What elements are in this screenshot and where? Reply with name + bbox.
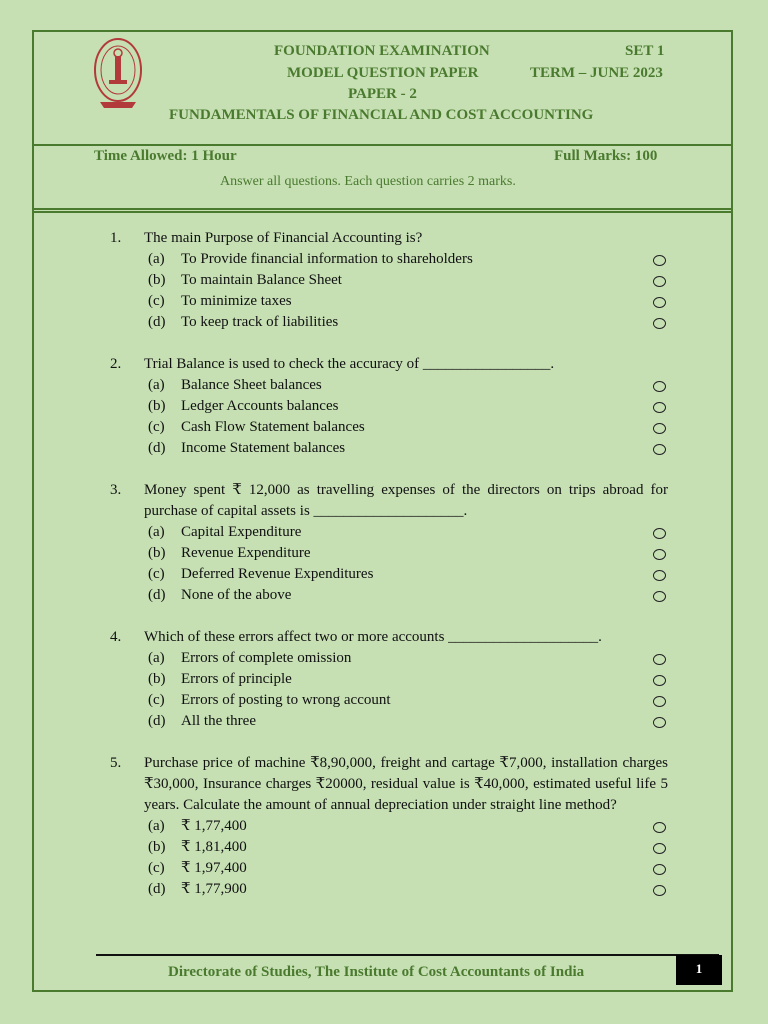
option-text: Cash Flow Statement balances <box>181 419 365 435</box>
option-a[interactable] <box>148 249 668 270</box>
option-label: (b) <box>148 671 166 687</box>
option-label: (d) <box>148 881 166 897</box>
exam-title: FOUNDATION EXAMINATION <box>274 43 490 59</box>
option-a[interactable] <box>148 648 668 669</box>
page-number: 1 <box>676 955 722 985</box>
option-text: ₹ 1,81,400 <box>181 839 247 855</box>
option-label: (c) <box>148 860 165 876</box>
option-radio[interactable] <box>653 297 666 308</box>
question-number: 3. <box>110 482 122 498</box>
question-4 <box>110 627 668 732</box>
option-radio[interactable] <box>653 528 666 539</box>
option-label: (d) <box>148 713 166 729</box>
option-radio[interactable] <box>653 444 666 455</box>
option-label: (a) <box>148 524 165 540</box>
question-5 <box>110 753 668 900</box>
option-d[interactable] <box>148 438 668 459</box>
question-1 <box>110 228 668 333</box>
option-c[interactable] <box>148 564 668 585</box>
option-text: ₹ 1,77,400 <box>181 818 247 834</box>
option-label: (b) <box>148 398 166 414</box>
page-frame <box>32 30 733 992</box>
option-label: (b) <box>148 545 166 561</box>
exam-info <box>34 144 731 210</box>
option-text: Deferred Revenue Expenditures <box>181 566 374 582</box>
question-text: Which of these errors affect two or more accounts ____________________. <box>144 629 602 645</box>
option-c[interactable] <box>148 417 668 438</box>
full-marks: Full Marks: 100 <box>554 148 658 164</box>
instructions: Answer all questions. Each question carries 2 marks. <box>220 174 516 189</box>
option-label: (b) <box>148 839 166 855</box>
option-label: (b) <box>148 272 166 288</box>
option-d[interactable] <box>148 312 668 333</box>
option-radio[interactable] <box>653 822 666 833</box>
footer-text: Directorate of Studies, The Institute of Cost Accountants of India <box>168 964 585 980</box>
institute-seal-icon <box>92 36 144 116</box>
option-text: None of the above <box>181 587 292 603</box>
option-d[interactable] <box>148 585 668 606</box>
question-3 <box>110 480 668 606</box>
option-radio[interactable] <box>653 423 666 434</box>
option-text: To Provide financial information to shareholders <box>181 251 473 267</box>
option-radio[interactable] <box>653 864 666 875</box>
option-label: (c) <box>148 566 165 582</box>
header <box>34 32 731 146</box>
divider <box>34 211 731 213</box>
paper-number: PAPER - 2 <box>348 86 417 102</box>
option-radio[interactable] <box>653 675 666 686</box>
option-radio[interactable] <box>653 276 666 287</box>
option-label: (d) <box>148 314 166 330</box>
question-text: The main Purpose of Financial Accounting is? <box>144 230 423 246</box>
footer-rule <box>96 954 719 956</box>
option-text: Capital Expenditure <box>181 524 302 540</box>
option-a[interactable] <box>148 522 668 543</box>
paper-type: MODEL QUESTION PAPER <box>287 65 479 81</box>
option-text: Ledger Accounts balances <box>181 398 339 414</box>
option-text: ₹ 1,77,900 <box>181 881 247 897</box>
option-label: (a) <box>148 251 165 267</box>
option-text: To maintain Balance Sheet <box>181 272 342 288</box>
option-radio[interactable] <box>653 570 666 581</box>
option-b[interactable] <box>148 543 668 564</box>
option-c[interactable] <box>148 690 668 711</box>
option-label: (c) <box>148 293 165 309</box>
question-text: Purchase price of machine ₹8,90,000, freight and cartage ₹7,000, installation charges ₹30,000, Insurance charges ₹20000, residual value is ₹40,000, estimated useful life 5 years. Calculate the amount of annual depreciation under straight line method? <box>144 755 668 813</box>
option-label: (d) <box>148 587 166 603</box>
option-radio[interactable] <box>653 381 666 392</box>
option-text: ₹ 1,97,400 <box>181 860 247 876</box>
time-allowed: Time Allowed: 1 Hour <box>94 148 237 164</box>
question-number: 4. <box>110 629 122 645</box>
option-text: Errors of complete omission <box>181 650 352 666</box>
option-text: Revenue Expenditure <box>181 545 311 561</box>
option-label: (d) <box>148 440 166 456</box>
option-label: (a) <box>148 650 165 666</box>
option-label: (c) <box>148 692 165 708</box>
option-radio[interactable] <box>653 885 666 896</box>
option-a[interactable] <box>148 816 668 837</box>
option-radio[interactable] <box>653 843 666 854</box>
option-text: Errors of posting to wrong account <box>181 692 391 708</box>
option-text: All the three <box>181 713 256 729</box>
question-number: 5. <box>110 755 122 771</box>
option-radio[interactable] <box>653 696 666 707</box>
option-b[interactable] <box>148 669 668 690</box>
option-label: (a) <box>148 818 165 834</box>
term: TERM – JUNE 2023 <box>530 65 663 81</box>
option-b[interactable] <box>148 396 668 417</box>
question-text: Money spent ₹ 12,000 as travelling expenses of the directors on trips abroad for purchase of capital assets is ____________________. <box>144 482 668 519</box>
option-label: (c) <box>148 419 165 435</box>
question-number: 2. <box>110 356 122 372</box>
question-number: 1. <box>110 230 122 246</box>
option-radio[interactable] <box>653 549 666 560</box>
option-radio[interactable] <box>653 402 666 413</box>
option-d[interactable] <box>148 879 668 900</box>
option-radio[interactable] <box>653 318 666 329</box>
option-label: (a) <box>148 377 165 393</box>
option-text: Income Statement balances <box>181 440 346 456</box>
option-text: Errors of principle <box>181 671 292 687</box>
option-radio[interactable] <box>653 255 666 266</box>
option-radio[interactable] <box>653 591 666 602</box>
subject-title: FUNDAMENTALS OF FINANCIAL AND COST ACCOUNTING <box>169 107 594 123</box>
option-radio[interactable] <box>653 654 666 665</box>
option-text: Balance Sheet balances <box>181 377 322 393</box>
question-text: Trial Balance is used to check the accuracy of _________________. <box>144 356 555 372</box>
option-radio[interactable] <box>653 717 666 728</box>
question-2 <box>110 354 668 459</box>
option-text: To keep track of liabilities <box>181 314 339 330</box>
option-text: To minimize taxes <box>181 293 292 309</box>
option-b[interactable] <box>148 270 668 291</box>
option-c[interactable] <box>148 858 668 879</box>
set-number: SET 1 <box>625 43 665 59</box>
option-d[interactable] <box>148 711 668 732</box>
option-c[interactable] <box>148 291 668 312</box>
option-a[interactable] <box>148 375 668 396</box>
option-b[interactable] <box>148 837 668 858</box>
